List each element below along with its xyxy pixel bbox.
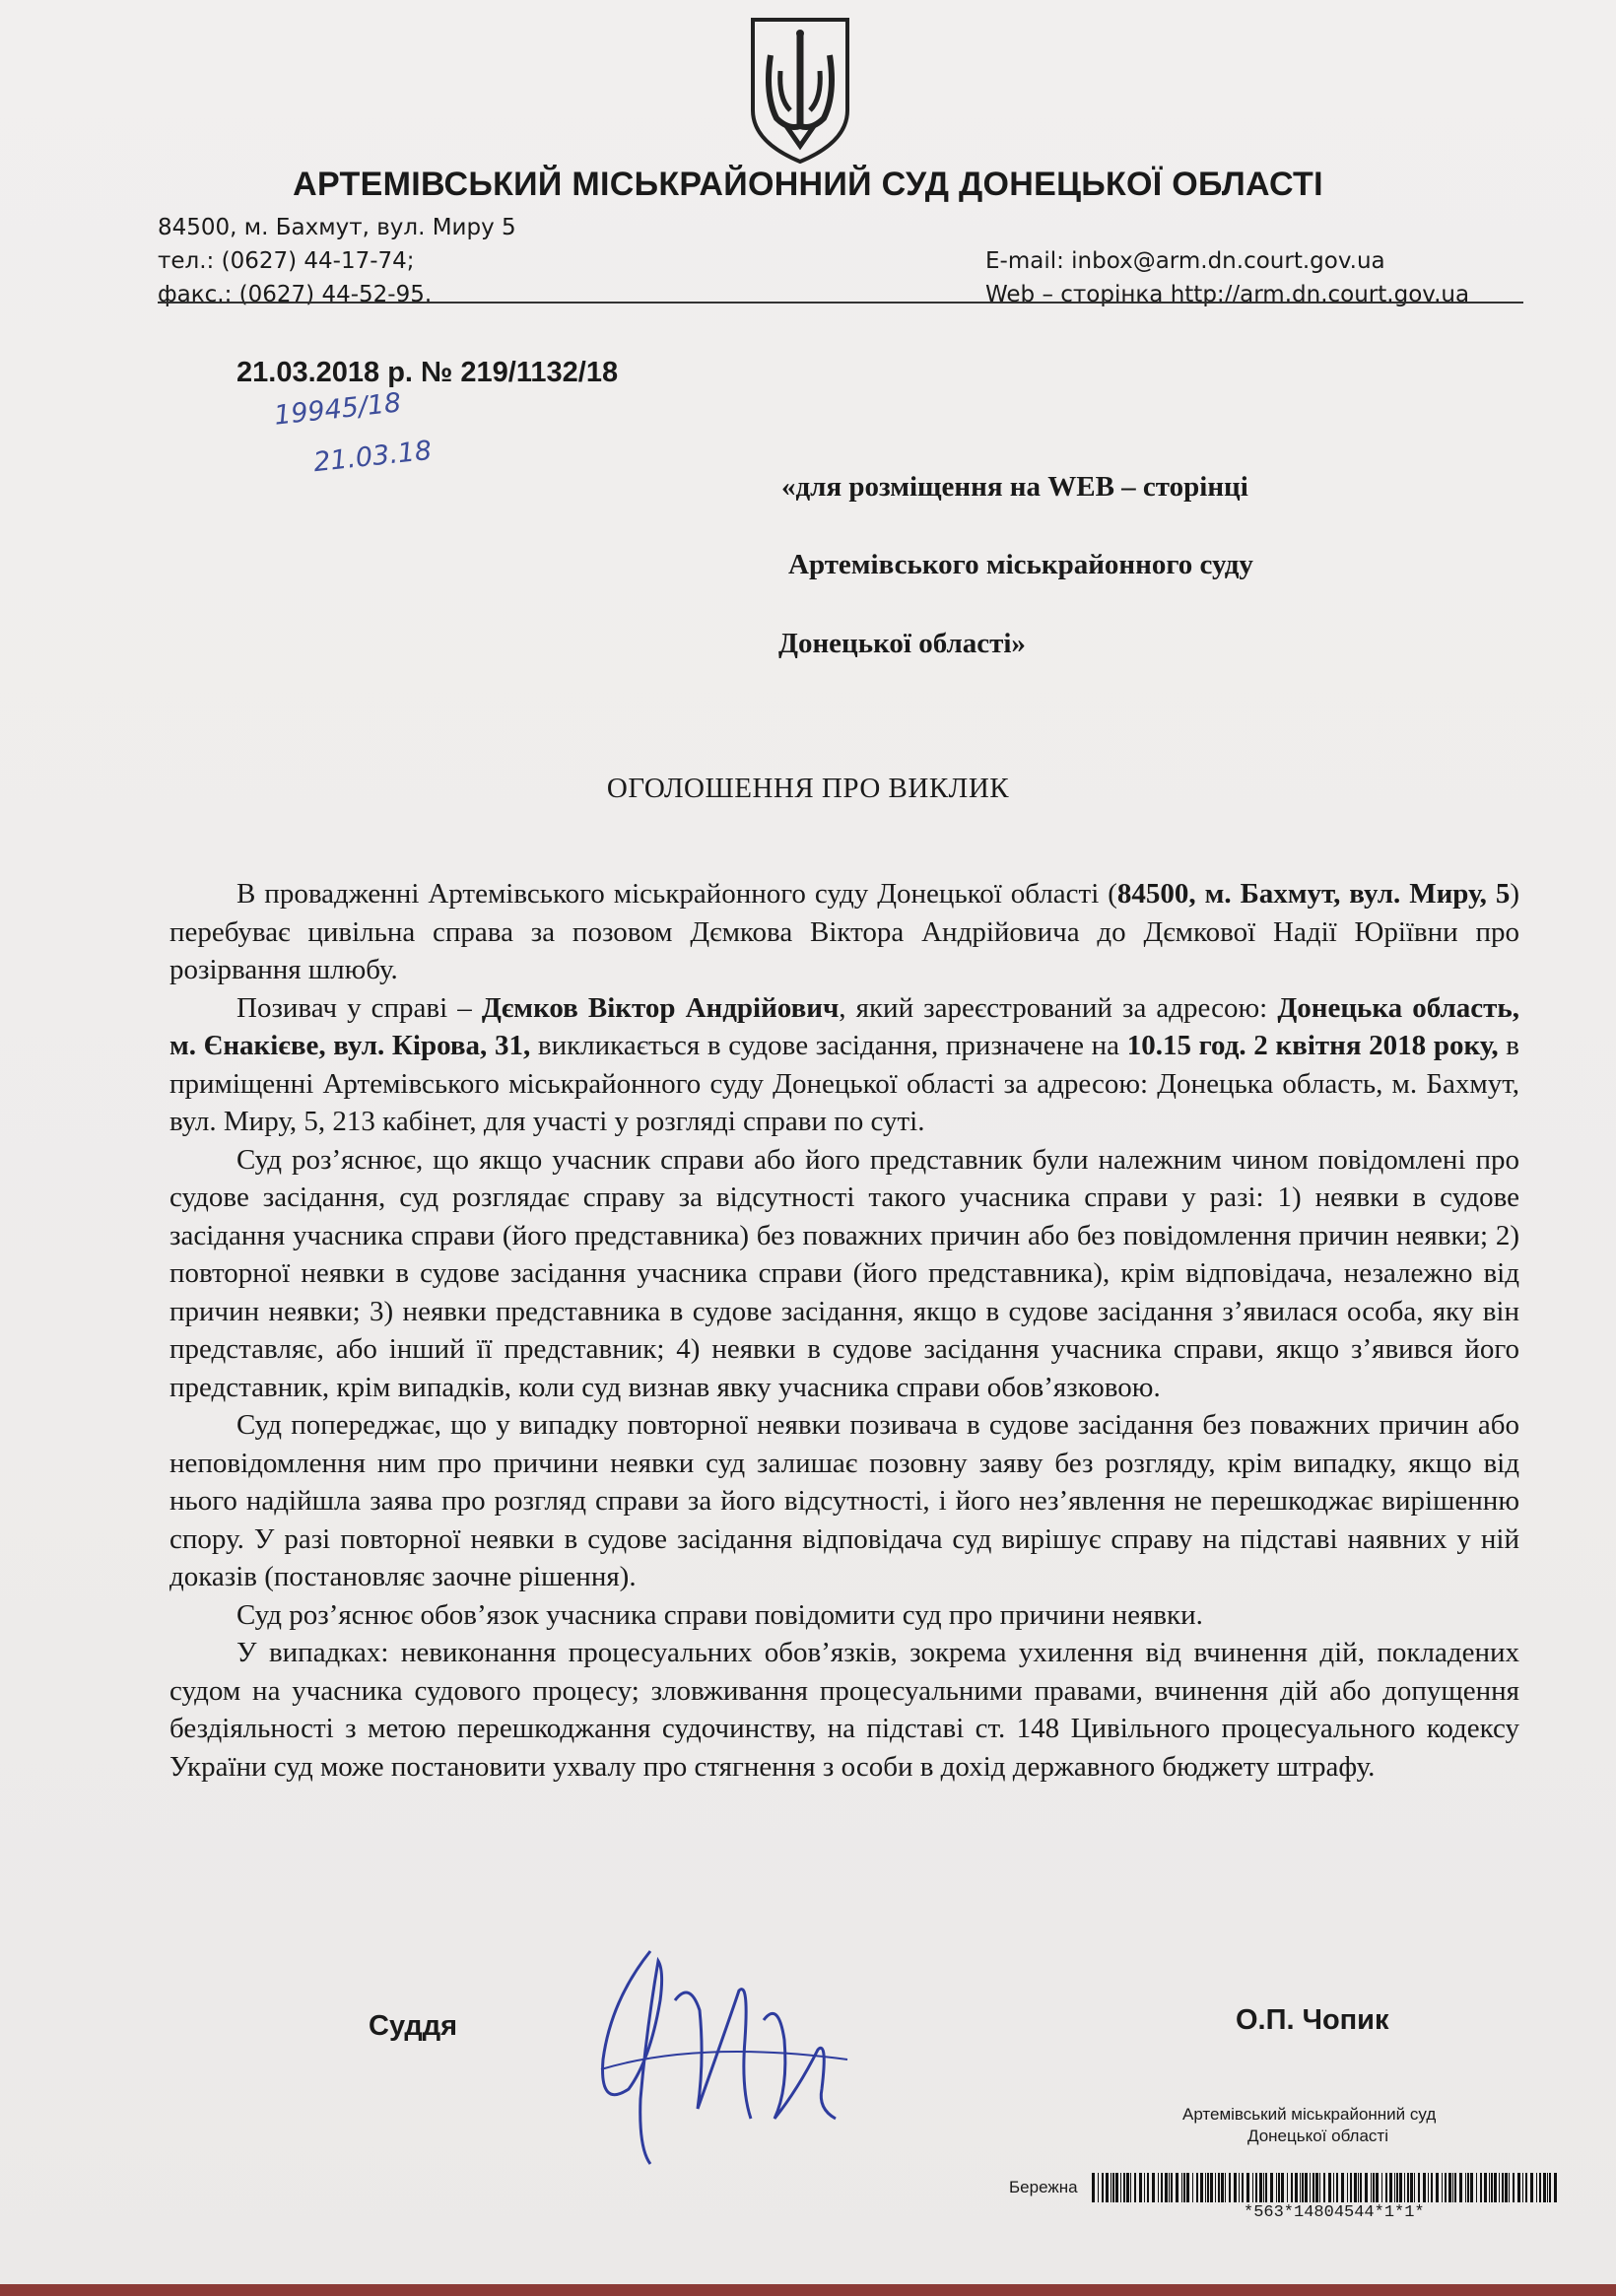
handwritten-registration-number: 19945/18	[272, 387, 403, 432]
barcode-bar	[1373, 2173, 1375, 2202]
barcode-bar	[1522, 2173, 1523, 2202]
barcode-bar	[1442, 2173, 1443, 2202]
barcode-bar	[1192, 2173, 1193, 2202]
paragraph-absence-rules: Суд роз’яснює, що якщо учасник справи або його представник були належним чином повідомлені про судове засідання, суд розглядає справу за відсутності такого учасника справи у разі: 1) неявки в судове засідання учасника справи (його представника) без поважних причин або без повідомлення причин неявки; 2) повторної неявки в судове засідання учасника справи (його представника), крім відповідача, незалежно від причин неявки; 3) неявки представника в судове засідання, якщо в судове засідання з’явилася особа, яку він представляє, або інший її представник; 4) неявки в судове засідання учасника справи, якщо з’явився його представник, крім випадків, коли суд визнав явку учасника справи обов’язковою.	[169, 1143, 1519, 1403]
text-segment: Позивач у справі –	[236, 991, 482, 1024]
barcode-bar	[1336, 2173, 1338, 2202]
barcode-bar	[1509, 2173, 1510, 2202]
barcode-bar	[1186, 2173, 1189, 2202]
barcode-bar	[1423, 2173, 1426, 2202]
barcode-bar	[1106, 2173, 1109, 2202]
handwritten-signature	[581, 1941, 867, 2168]
barcode-bar	[1431, 2173, 1433, 2202]
barcode-bar	[1517, 2173, 1520, 2202]
barcode-bar	[1115, 2173, 1118, 2202]
barcode-bar	[1476, 2173, 1477, 2202]
judge-name: О.П. Чопик	[1236, 2004, 1389, 2036]
barcode-bar	[1333, 2173, 1334, 2202]
barcode-bar	[1547, 2173, 1548, 2202]
barcode-bar	[1376, 2173, 1379, 2202]
barcode-bar	[1120, 2173, 1121, 2202]
text-segment: ) перебуває цивільна справа за позовом Дємкова Віктора Андрійовича до Дємкової Надії Юріївни про розірвання шлюбу.	[169, 878, 1520, 985]
barcode-bar	[1499, 2173, 1500, 2202]
header-divider	[158, 302, 1523, 304]
barcode-bar	[1205, 2173, 1206, 2202]
barcode-bar	[1207, 2173, 1209, 2202]
barcode-bar	[1171, 2173, 1173, 2202]
barcode-bar	[1502, 2173, 1504, 2202]
coat-of-arms-emblem	[747, 16, 853, 166]
barcode-bar	[1305, 2173, 1308, 2202]
destination-line-2: Артемівського міськрайонного суду	[788, 549, 1253, 580]
barcode-bar	[1448, 2173, 1451, 2202]
court-fax: факс.: (0627) 44-52-95.	[158, 282, 433, 307]
barcode-bar	[1554, 2173, 1557, 2202]
barcode-bar	[1246, 2173, 1249, 2202]
court-website: Web – сторінка http://arm.dn.court.gov.ua	[985, 282, 1470, 307]
barcode-bar	[1112, 2173, 1114, 2202]
barcode-bar	[1347, 2173, 1348, 2202]
court-name: АРТЕМІВСЬКИЙ МІСЬКРАЙОННИЙ СУД ДОНЕЦЬКОЇ ОБЛАСТІ	[293, 166, 1323, 203]
barcode-bar	[1350, 2173, 1352, 2202]
barcode-bar	[1259, 2173, 1262, 2202]
barcode-bar	[1147, 2173, 1149, 2202]
barcode-bar	[1165, 2173, 1168, 2202]
reference-number: 21.03.2018 р. № 219/1132/18	[236, 357, 619, 388]
barcode-bar	[1494, 2173, 1497, 2202]
barcode-bar	[1210, 2173, 1213, 2202]
barcode-bar	[1276, 2173, 1277, 2202]
plaintiff-name: Дємков Віктор Андрійович	[481, 991, 840, 1024]
barcode-bar	[1234, 2173, 1237, 2202]
barcode-bar	[1484, 2173, 1487, 2202]
barcode-bar	[1102, 2173, 1104, 2202]
barcode-bar	[1354, 2173, 1357, 2202]
barcode-bar	[1278, 2173, 1280, 2202]
barcode-bar	[1371, 2173, 1372, 2202]
barcode-bar	[1315, 2173, 1318, 2202]
barcode-bar	[1459, 2173, 1462, 2202]
barcode-bar	[1239, 2173, 1240, 2202]
barcode-bar	[1176, 2173, 1178, 2202]
barcode-bar	[1183, 2173, 1185, 2202]
barcode-bar	[1221, 2173, 1224, 2202]
barcode-bar	[1242, 2173, 1244, 2202]
barcode-bar	[1310, 2173, 1311, 2202]
text-segment: в приміщенні Артемівського міськрайонного суду Донецької області за адресою: Донецька область, м. Бахмут, вул. Миру, 5, 213 кабінет, для участі у розгляді справи по суті.	[169, 1030, 1519, 1137]
barcode-bar	[1287, 2173, 1288, 2202]
barcode-bar	[1428, 2173, 1429, 2202]
barcode-bar	[1480, 2173, 1482, 2202]
barcode-bar	[1295, 2173, 1298, 2202]
barcode-bar	[1491, 2173, 1493, 2202]
barcode-bar	[1181, 2173, 1182, 2202]
barcode-bar	[1215, 2173, 1216, 2202]
document-barcode	[1092, 2173, 1560, 2202]
court-email: E-mail: inbox@arm.dn.court.gov.ua	[985, 248, 1385, 274]
barcode-bar	[1291, 2173, 1293, 2202]
stamp-clerk-name: Бережна	[1009, 2178, 1078, 2196]
barcode-bar	[1263, 2173, 1264, 2202]
barcode-bar	[1389, 2173, 1392, 2202]
barcode-bar	[1130, 2173, 1131, 2202]
barcode-bar	[1341, 2173, 1344, 2202]
barcode-bar	[1158, 2173, 1159, 2202]
barcode-bar	[1134, 2173, 1136, 2202]
barcode-bar	[1365, 2173, 1368, 2202]
barcode-bar	[1399, 2173, 1402, 2202]
barcode-bar	[1255, 2173, 1257, 2202]
barcode-bar	[1394, 2173, 1395, 2202]
destination-line-3: Донецької області»	[778, 628, 1026, 659]
barcode-bar	[1418, 2173, 1420, 2202]
destination-line-1: «для розміщення на WEB – сторінці	[781, 471, 1248, 503]
barcode-bar	[1319, 2173, 1320, 2202]
barcode-bar	[1360, 2173, 1362, 2202]
barcode-bar	[1525, 2173, 1527, 2202]
barcode-bar	[1404, 2173, 1405, 2202]
barcode-bar	[1505, 2173, 1508, 2202]
paragraph-proceedings	[169, 875, 1519, 989]
barcode-bar	[1092, 2173, 1095, 2202]
barcode-bar	[1436, 2173, 1439, 2202]
text-segment: викликається в судове засідання, призначене на	[530, 1030, 1127, 1061]
barcode-bar	[1407, 2173, 1409, 2202]
page-bottom-edge	[0, 2284, 1616, 2296]
barcode-bar	[1252, 2173, 1253, 2202]
plaintiff-address: Донецька область, м. Єнакієве, вул. Кірова, 31,	[169, 991, 1519, 1061]
paragraph-penalty: У випадках: невиконання процесуальних обов’язків, зокрема ухилення від вчинення дій, покладених судом на учасника судового процесу; зловживання процесуальними правами, вчинення дій або допущення бездіяльності з метою перешкоджання судочинству, на підставі ст. 148 Цивільного процесуального кодексу України суд може постановити ухвалу про стягнення з особи в дохід державного бюджету штрафу.	[169, 1637, 1519, 1783]
stamp-region: Донецької області	[1247, 2127, 1388, 2145]
barcode-bar	[1530, 2173, 1533, 2202]
barcode-bar	[1225, 2173, 1226, 2202]
barcode-bar	[1139, 2173, 1142, 2202]
barcode-bar	[1265, 2173, 1267, 2202]
barcode-bar	[1452, 2173, 1453, 2202]
barcode-bar	[1300, 2173, 1301, 2202]
barcode-bar	[1196, 2173, 1198, 2202]
barcode-bar	[1218, 2173, 1220, 2202]
barcode-bar	[1200, 2173, 1203, 2202]
court-address-inline: 84500, м. Бахмут, вул. Миру, 5	[1116, 878, 1511, 910]
barcode-bar	[1270, 2173, 1273, 2202]
barcode-bar	[1396, 2173, 1398, 2202]
court-address: 84500, м. Бахмут, вул. Миру 5	[158, 215, 516, 240]
barcode-bar	[1381, 2173, 1382, 2202]
barcode-bar	[1313, 2173, 1314, 2202]
barcode-bar	[1467, 2173, 1469, 2202]
text-segment: В провадженні Артемівського міськрайонного суду Донецької області (	[236, 878, 1117, 910]
barcode-bar	[1539, 2173, 1541, 2202]
barcode-bar	[1281, 2173, 1284, 2202]
handwritten-date: 21.03.18	[311, 435, 434, 479]
barcode-bar	[1358, 2173, 1359, 2202]
barcode-bar	[1144, 2173, 1145, 2202]
paragraph-summons	[169, 989, 1519, 1141]
barcode-bar	[1410, 2173, 1413, 2202]
hearing-datetime: 10.15 год. 2 квітня 2018 року,	[1126, 1030, 1499, 1061]
barcode-bar	[1229, 2173, 1231, 2202]
barcode-bar	[1513, 2173, 1515, 2202]
barcode-bar	[1302, 2173, 1304, 2202]
stamp-court-name: Артемівський міськрайонний суд	[1182, 2105, 1437, 2124]
barcode-bar	[1536, 2173, 1537, 2202]
barcode-bar	[1161, 2173, 1163, 2202]
barcode-bar	[1126, 2173, 1129, 2202]
barcode-bar	[1323, 2173, 1325, 2202]
barcode-bar	[1123, 2173, 1125, 2202]
barcode-bar	[1543, 2173, 1546, 2202]
barcode-bar	[1414, 2173, 1415, 2202]
paragraph-obligation: Суд роз’яснює обов’язок учасника справи повідомити суд про причини неявки.	[236, 1598, 1203, 1631]
barcode-bar	[1328, 2173, 1331, 2202]
document-body	[169, 875, 1519, 1786]
text-segment: , який зареєстрований за адресою:	[839, 991, 1278, 1024]
barcode-bar	[1385, 2173, 1387, 2202]
signature-role: Суддя	[369, 2010, 458, 2042]
barcode-bar	[1465, 2173, 1466, 2202]
barcode-bar	[1445, 2173, 1447, 2202]
barcode-number: *563*14804544*1*1*	[1244, 2203, 1425, 2222]
barcode-bar	[1470, 2173, 1473, 2202]
barcode-bar	[1169, 2173, 1170, 2202]
barcode-bar	[1489, 2173, 1490, 2202]
barcode-bar	[1454, 2173, 1456, 2202]
barcode-bar	[1549, 2173, 1551, 2202]
document-title: ОГОЛОШЕННЯ ПРО ВИКЛИК	[606, 773, 1010, 804]
paragraph-warning: Суд попереджає, що у випадку повторної неявки позивача в судове засідання без поважних причин або неповідомлення ним про причини неявки суд залишає позовну заяву без розгляду, крім випадку, якщо від нього надійшла заява про розгляд справи за його відсутності, і його нез’явлення не перешкоджає вирішенню спору. У разі повторної неявки в судове засідання відповідача суд вирішує справу на підставі наявних у ній доказів (постановляє заочне рішення).	[169, 1409, 1519, 1592]
barcode-bar	[1152, 2173, 1155, 2202]
barcode-bar	[1098, 2173, 1099, 2202]
court-phone: тел.: (0627) 44-17-74;	[158, 248, 415, 274]
